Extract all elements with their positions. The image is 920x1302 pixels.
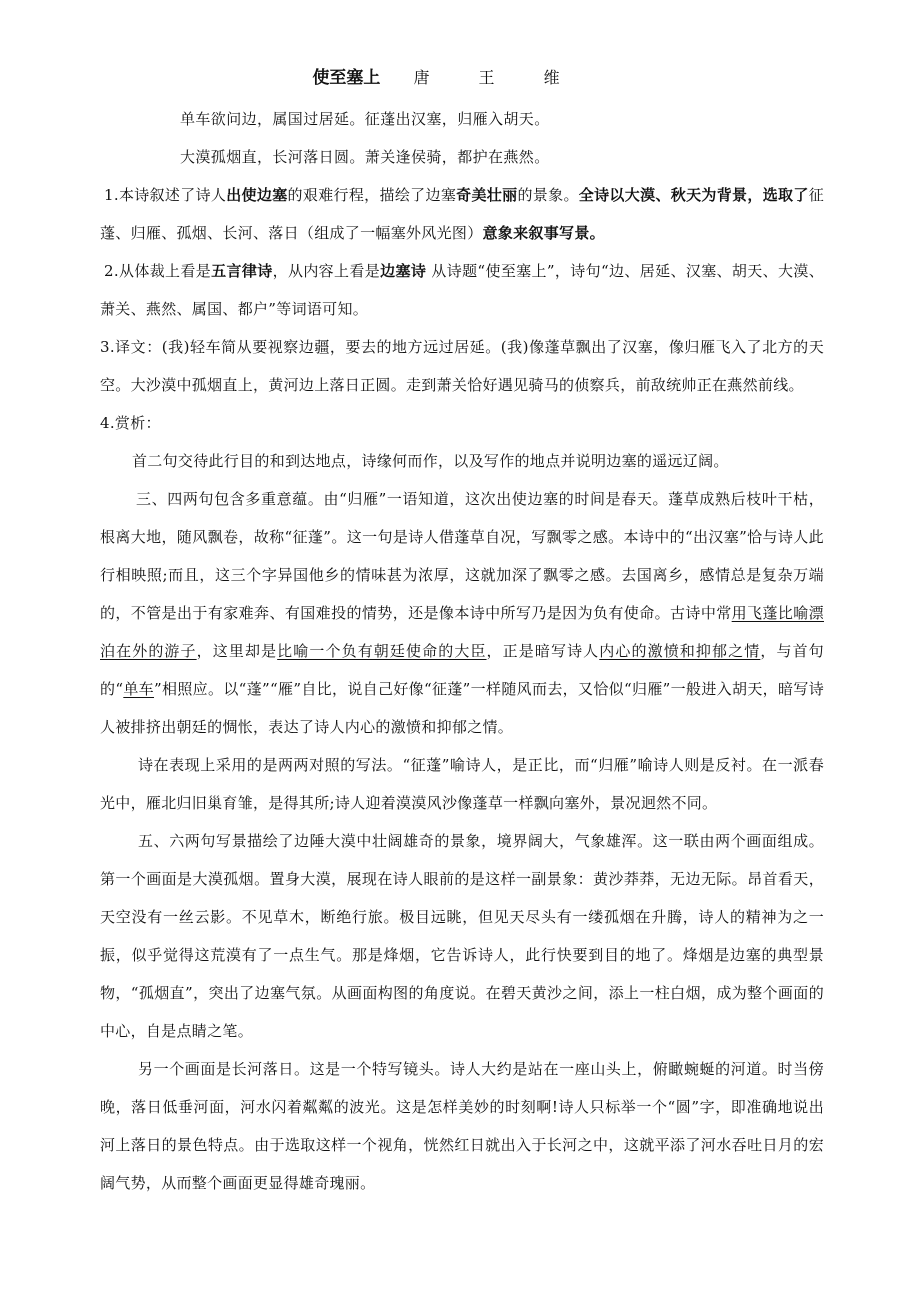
document-page	[100, 64, 824, 1202]
text-run: 2.从体裁上看是	[104, 262, 212, 280]
bold-run: 边塞诗	[380, 262, 427, 280]
paragraph-contrast: 诗在表现上采用的是两两对照的写法。“征蓬”喻诗人，是正比，而“归雁”喻诗人则是反衬。在一派春光中，雁北归旧巢育雏，是得其所;诗人迎着漠漠风沙像蓬草一样飘向塞外，景况迥然不同。	[100, 756, 824, 812]
bold-run: 全诗以大漠、秋天为背景，选取了	[578, 186, 809, 204]
paragraph-genre	[100, 252, 824, 328]
poem-line-2: 大漠孤烟直，长河落日圆。萧关逢侯骑，都护在燕然。	[180, 148, 550, 166]
text-run: ，与首句的“	[100, 642, 824, 698]
poem-title-row	[100, 64, 824, 92]
text-run: 的艰难行程，描绘了边塞	[287, 186, 457, 204]
underlined-run: 单车	[123, 680, 155, 698]
paragraph-river-sunset: 另一个画面是长河落日。这是一个特写镜头。诗人大约是站在一座山头上，俯瞰蜿蜒的河道。时当傍晚，落日低垂河面，河水闪着粼粼的波光。这是怎样美妙的时刻啊!诗人只标举一个“圆”字，即准确地说出河上落日的景色特点。由于选取这样一个视角，恍然红日就出入于长河之中，这就平添了河水吞吐日月的宏阔气势，从而整个画面更显得雄奇瑰丽。	[100, 1060, 824, 1192]
poem-line-1: 单车欲问边，属国过居延。征蓬出汉塞，归雁入胡天。	[180, 110, 550, 128]
text-run: 1.本诗叙述了诗人	[104, 186, 227, 204]
underlined-run: 比喻一个负有朝廷使命的大臣	[277, 642, 487, 660]
paragraph-summary	[100, 176, 824, 252]
text-run: 征蓬、归雁、孤烟、长河、落日（组成了一幅塞外风光图）	[100, 186, 824, 242]
bold-run: 奇美壮丽	[456, 186, 518, 204]
underlined-run: 用飞蓬比喻漂泊在外的游子	[100, 604, 824, 660]
text-run: ，从内容上看是	[272, 262, 381, 280]
bold-run: 出使边塞	[226, 186, 288, 204]
poem-title: 使至塞上	[312, 68, 381, 88]
text-run: ”相照应。以“蓬”“雁”自比，说自己好像“征蓬”一样随风而去，又恰似“归雁”一般进入胡天，暗写诗人被排挤出朝廷的惆怅，表达了诗人内心的激愤和抑郁之情。	[100, 680, 824, 736]
underlined-run: 内心的激愤和抑郁之情	[599, 642, 761, 660]
text-run: 的景象。	[517, 186, 579, 204]
paragraph-lines-1-2: 首二句交待此行目的和到达地点，诗缘何而作，以及写作的地点并说明边塞的遥远辽阔。	[132, 452, 729, 470]
bold-run: 意象来叙事写景。	[482, 224, 605, 242]
bold-run: 五言律诗	[211, 262, 273, 280]
poem-author: 唐 王 维	[413, 68, 582, 87]
paragraph-appreciation-heading: 4.赏析：	[100, 414, 161, 432]
text-run: ，这里却是	[196, 642, 278, 660]
text-run: 从诗题“使至塞上”，诗句“边、居延、汉塞、胡天、大漠、萧关、燕然、属国、都户”等词语可知。	[100, 262, 825, 318]
paragraph-lines-3-4	[100, 480, 824, 746]
paragraph-lines-5-6: 五、六两句写景描绘了边陲大漠中壮阔雄奇的景象，境界阔大，气象雄浑。这一联由两个画面组成。第一个画面是大漠孤烟。置身大漠，展现在诗人眼前的是这样一副景象：黄沙莽莽，无边无际。昂首看天，天空没有一丝云影。不见草木，断绝行旅。极目远眺，但见天尽头有一缕孤烟在升腾，诗人的精神为之一振，似乎觉得这荒漠有了一点生气。那是烽烟，它告诉诗人，此行快要到目的地了。烽烟是边塞的典型景物，“孤烟直”，突出了边塞气氛。从画面构图的角度说。在碧天黄沙之间，添上一柱白烟，成为整个画面的中心，自是点睛之笔。	[100, 832, 824, 1040]
text-run: ，正是暗写诗人	[486, 642, 600, 660]
paragraph-translation: 3.译文：(我)轻车简从要视察边疆，要去的地方远过居延。(我)像蓬草飘出了汉塞，像归雁飞入了北方的天空。大沙漠中孤烟直上，黄河边上落日正圆。走到萧关恰好遇见骑马的侦察兵，前敌统帅正在燕然前线。	[100, 338, 824, 394]
text-run: 三、四两句包含多重意蕴。由“归雁”一语知道，这次出使边塞的时间是春天。蓬草成熟后枝叶干枯，根离大地，随风飘卷，故称“征蓬”。这一句是诗人借蓬草自况，写飘零之感。本诗中的“出汉塞”恰与诗人此行相映照;而且，这三个字异国他乡的情味甚为浓厚，这就加深了飘零之感。去国离乡，感情总是复杂万端的，不管是出于有家难奔、有国难投的情势，还是像本诗中所写乃是因为负有使命。古诗中常	[100, 490, 824, 622]
